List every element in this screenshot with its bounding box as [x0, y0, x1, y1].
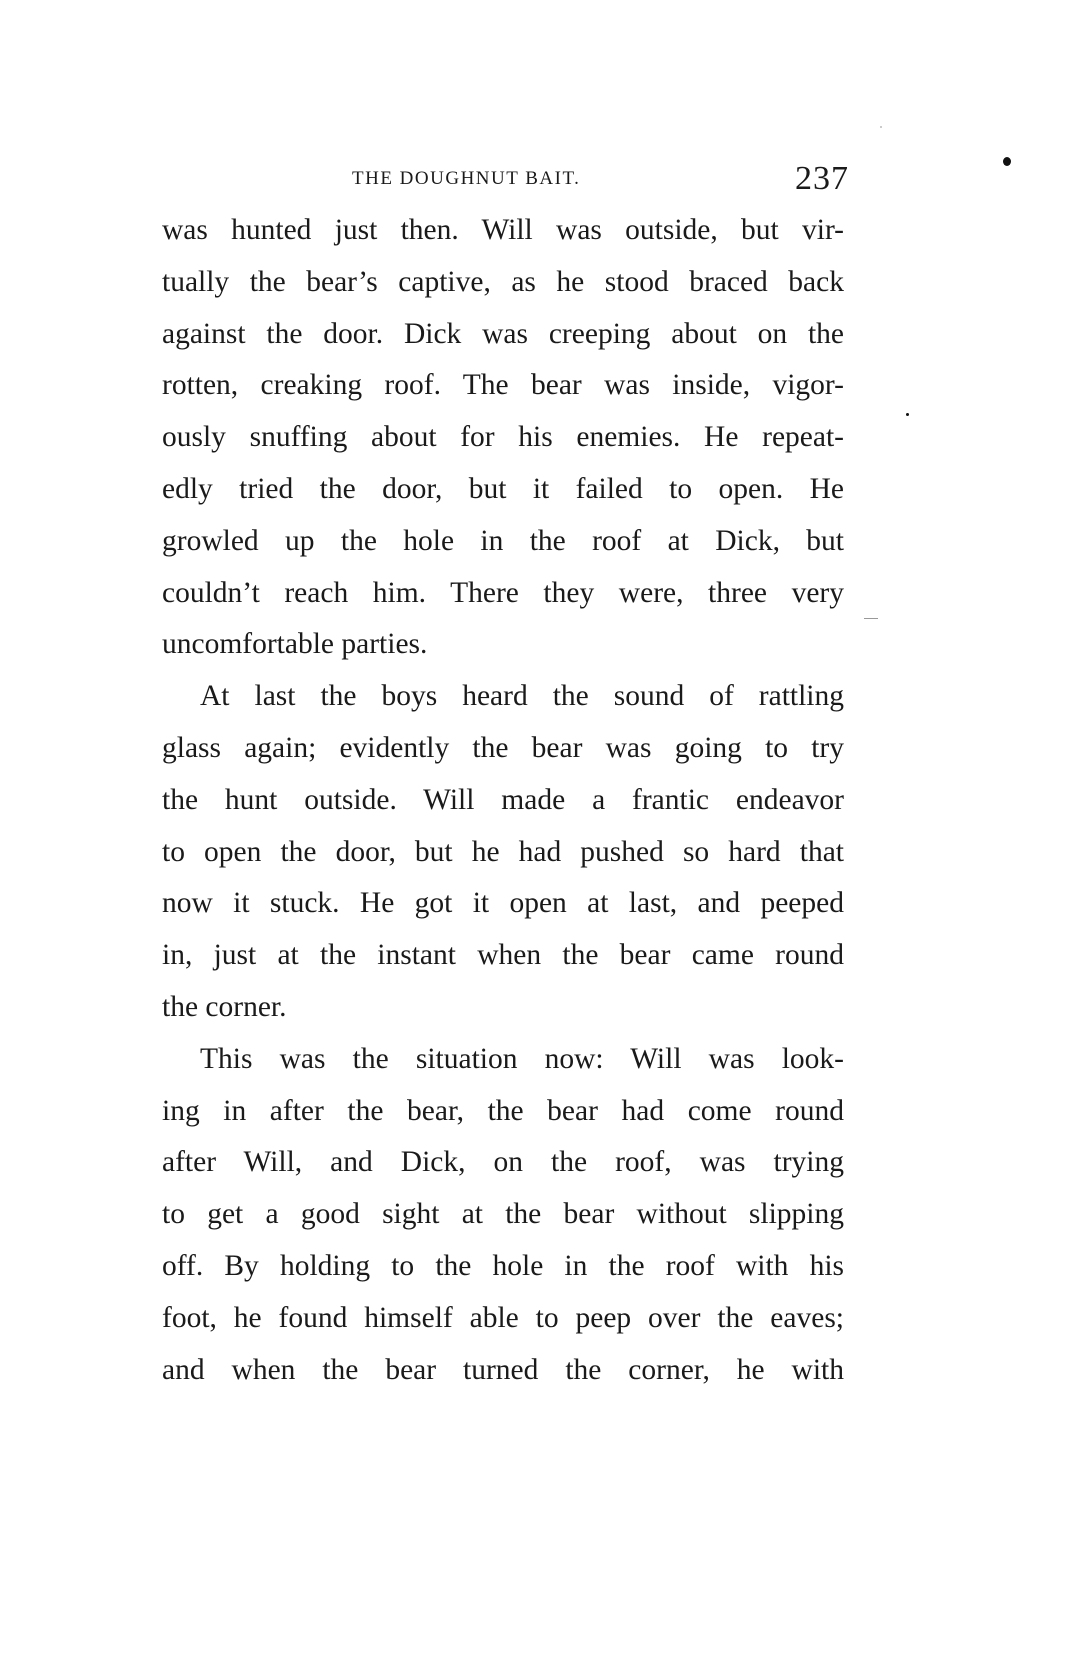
text-line: rotten, creaking roof. The bear was inside, vigor-: [162, 369, 844, 402]
text-line: glass again; evidently the bear was going to try: [162, 731, 844, 764]
paragraph: [162, 1034, 844, 1397]
body-text: [162, 205, 844, 1396]
text-line: edly tried the door, but it failed to open. He: [162, 472, 844, 505]
paragraph: [162, 205, 844, 671]
ink-speck: [1003, 157, 1011, 166]
text-line: and when the bear turned the corner, he with: [162, 1353, 844, 1386]
text-line: the hunt outside. Will made a frantic endeavor: [162, 783, 844, 816]
text-line: was hunted just then. Will was outside, but vir-: [162, 214, 844, 246]
text-line: now it stuck. He got it open at last, and peeped: [162, 887, 844, 920]
text-line: after Will, and Dick, on the roof, was trying: [162, 1146, 844, 1179]
running-title: THE DOUGHNUT BAIT.: [352, 168, 581, 189]
text-line: in, just at the instant when the bear came round: [162, 939, 844, 972]
text-line: ing in after the bear, the bear had come round: [162, 1094, 844, 1127]
ink-speck: [906, 413, 909, 416]
text-line: uncomfortable parties.: [162, 628, 428, 661]
ink-speck: [864, 618, 878, 619]
text-line: off. By holding to the hole in the roof with his: [162, 1249, 844, 1282]
text-line: ously snuffing about for his enemies. He repeat-: [162, 421, 844, 454]
text-line: foot, he found himself able to peep over the eaves;: [162, 1301, 844, 1334]
paragraph: [162, 671, 844, 1034]
text-line: tually the bear’s captive, as he stood braced back: [162, 265, 844, 298]
text-line: against the door. Dick was creeping about on the: [162, 317, 844, 350]
text-line: to open the door, but he had pushed so hard that: [162, 835, 844, 868]
text-line: growled up the hole in the roof at Dick, but: [162, 524, 844, 557]
text-line: This was the situation now: Will was look-: [200, 1042, 844, 1075]
text-line: to get a good sight at the bear without slipping: [162, 1198, 844, 1231]
text-line: couldn’t reach him. There they were, three very: [162, 576, 844, 609]
page-number: 237: [795, 160, 849, 197]
ink-speck: [880, 126, 882, 128]
text-line: the corner.: [162, 990, 287, 1023]
text-line: At last the boys heard the sound of rattling: [200, 680, 844, 713]
